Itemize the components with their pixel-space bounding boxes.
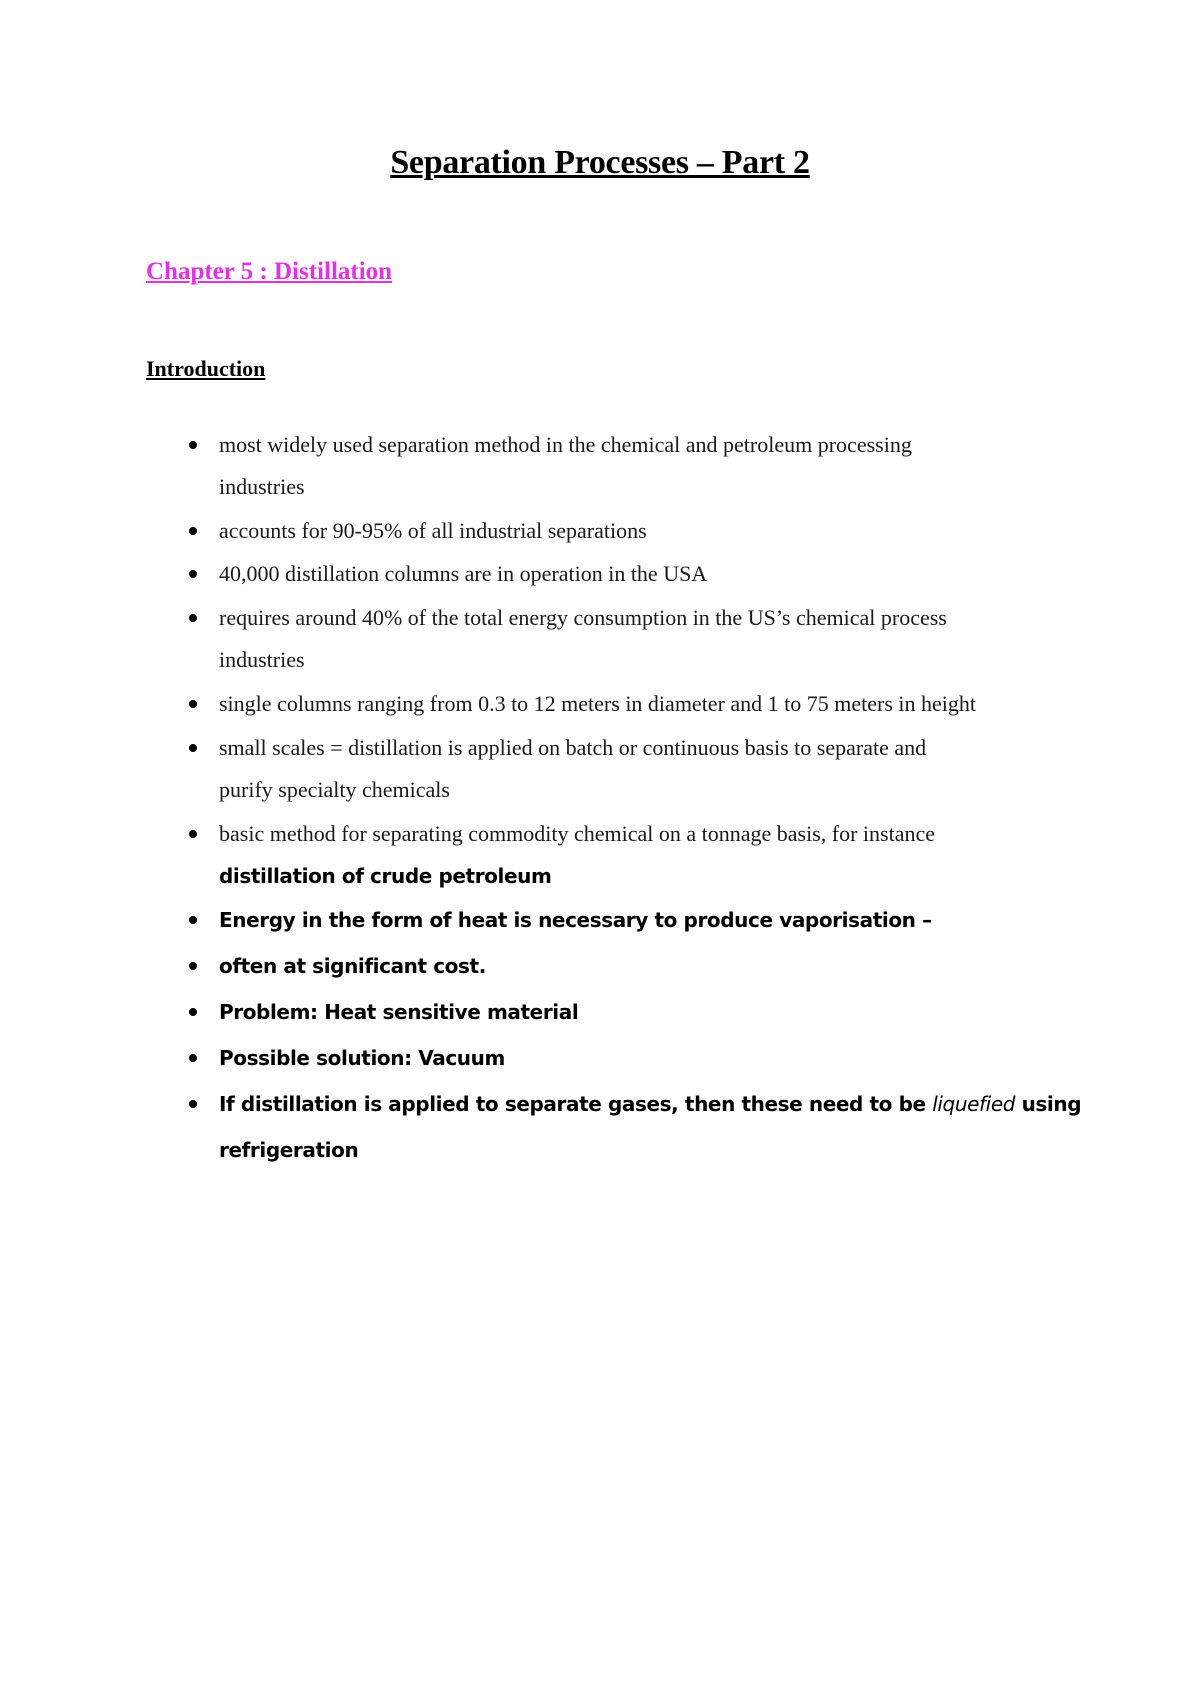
- bullet-icon: [189, 830, 197, 838]
- list-item-text: small scales = distillation is applied on batch or continuous basis to separate and: [219, 735, 927, 760]
- list-item-text: Energy in the form of heat is necessary to produce vaporisation –: [219, 908, 932, 932]
- list-item-emphasis: liquefied: [932, 1092, 1016, 1116]
- bullet-icon: [189, 916, 197, 924]
- list-item: [219, 813, 1089, 897]
- bullet-icon: [189, 1054, 197, 1062]
- bullet-icon: [189, 962, 197, 970]
- list-item-text-continued: industries: [219, 474, 305, 499]
- list-item-text: 40,000 distillation columns are in operation in the USA: [219, 561, 708, 586]
- bullet-icon: [189, 744, 197, 752]
- list-item-text-part: If distillation is applied to separate gases, then these need to be: [219, 1092, 933, 1116]
- bullet-icon: [189, 614, 197, 622]
- bullet-icon: [189, 1008, 197, 1016]
- list-item-text-part: using: [1015, 1092, 1082, 1116]
- list-item: [219, 683, 1089, 725]
- list-item: [219, 510, 1089, 552]
- list-item-text: often at significant cost.: [219, 954, 486, 978]
- list-item: [219, 1035, 1089, 1081]
- list-item-text: [219, 1081, 1089, 1127]
- list-item-text-continued: industries: [219, 647, 305, 672]
- list-item-text: requires around 40% of the total energy consumption in the US’s chemical process: [219, 605, 947, 630]
- list-item-text-continued: purify specialty chemicals: [219, 777, 450, 802]
- list-item-text: single columns ranging from 0.3 to 12 meters in diameter and 1 to 75 meters in height: [219, 691, 977, 716]
- list-item-text: basic method for separating commodity chemical on a tonnage basis, for instance: [219, 821, 935, 846]
- list-item: [219, 553, 1089, 595]
- bullet-icon: [189, 700, 197, 708]
- list-item: [219, 597, 1089, 681]
- bullet-icon: [189, 441, 197, 449]
- list-item-text-continued: distillation of crude petroleum: [219, 864, 552, 888]
- list-item-text: Possible solution: Vacuum: [219, 1046, 505, 1070]
- list-item: [219, 727, 1089, 811]
- section-heading: Introduction: [146, 356, 266, 381]
- list-item: [219, 897, 1089, 943]
- list-item-text: most widely used separation method in the chemical and petroleum processing: [219, 432, 912, 457]
- bullet-icon: [189, 1100, 197, 1108]
- bullet-icon: [189, 527, 197, 535]
- list-item-text: accounts for 90-95% of all industrial separations: [219, 518, 647, 543]
- list-item-text-continued: refrigeration: [219, 1138, 359, 1162]
- list-item: [219, 989, 1089, 1035]
- list-item-text: Problem: Heat sensitive material: [219, 1000, 579, 1024]
- list-item: [219, 1081, 1089, 1173]
- bullet-icon: [189, 570, 197, 578]
- chapter-heading: Chapter 5 : Distillation: [146, 258, 393, 285]
- document-title: Separation Processes – Part 2: [390, 144, 810, 181]
- list-item: [219, 943, 1089, 989]
- list-item: [219, 424, 1089, 508]
